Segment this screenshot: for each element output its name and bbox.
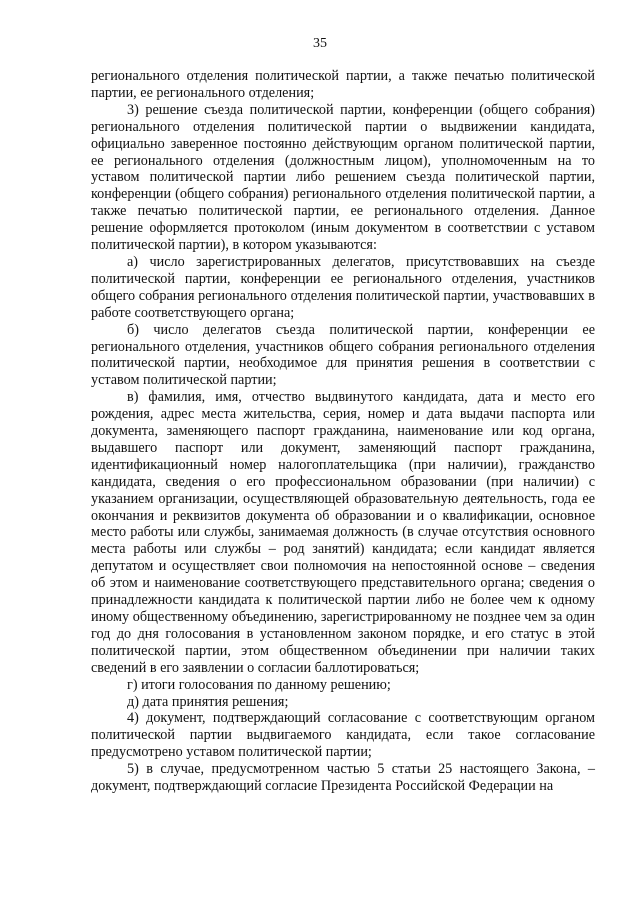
document-body	[91, 68, 595, 795]
paragraph-item-a: а) число зарегистрированных делегатов, присутствовавших на съезде политической партии, конференции ее регионального отделения, участников общего собрания регионального отделения политической партии, участвовавших в работе соответствующего органа;	[91, 253, 595, 321]
paragraph-item-4: 4) документ, подтверждающий согласование с соответствующим органом политической партии выдвигаемого кандидата, если такое согласование предусмотрено уставом политической партии;	[91, 710, 595, 761]
paragraph-item-v: в) фамилия, имя, отчество выдвинутого кандидата, дата и место его рождения, адрес места жительства, серия, номер и дата выдачи паспорта или документа, заменяющего паспорт гражданина, наименование или код органа, выдавшего паспорт или документ, заменяющий паспорт гражданина, идентификационный номер налогоплательщика (при наличии), гражданство кандидата, сведения о его профессиональном образовании (при наличии) с указанием организации, осуществляющей образовательную деятельность, года ее окончания и реквизитов документа об образовании и о квалификации, основное место работы или службы, занимаемая должность (в случае отсутствия основного места работы или службы – род занятий) кандидата; если кандидат является депутатом и осуществляет свои полномочия на непостоянной основе – сведения об этом и наименование соответствующего представительного органа; сведения о принадлежности кандидата к политической партии либо не более чем к одному иному общественному объединению, зарегистрированному не позднее чем за один год до дня голосования в установленном законом порядке, и его статус в этой политической партии, этом общественном объединении при наличии таких сведений в его заявлении о согласии баллотироваться;	[91, 389, 595, 676]
paragraph-continuation: регионального отделения политической партии, а также печатью политической партии, ее регионального отделения;	[91, 68, 595, 101]
paragraph-item-g: г) итоги голосования по данному решению;	[127, 676, 391, 693]
paragraph-item-b: б) число делегатов съезда политической партии, конференции ее регионального отделения, участников общего собрания регионального отделения политической партии, необходимое для принятия решения в соответствии с уставом политической партии;	[91, 321, 595, 389]
paragraph-item-3: 3) решение съезда политической партии, конференции (общего собрания) регионального отделения политической партии о выдвижении кандидата, официально заверенное постоянно действующим органом политической партии, ее регионального отделения (должностным лицом), уполномоченным на то уставом политической партии либо решением съезда политической партии, конференции (общего собрания) регионального отделения политической партии, а также печатью политической партии, ее регионального отделения. Данное решение оформляется протоколом (иным документом в соответствии с уставом политической партии), в котором указываются:	[91, 101, 595, 254]
paragraph-item-d: д) дата принятия решения;	[127, 693, 289, 710]
paragraph-item-5: 5) в случае, предусмотренном частью 5 статьи 25 настоящего Закона, – документ, подтверждающий согласие Президента Российской Федерации на	[91, 761, 595, 795]
page-number: 35	[313, 36, 327, 51]
